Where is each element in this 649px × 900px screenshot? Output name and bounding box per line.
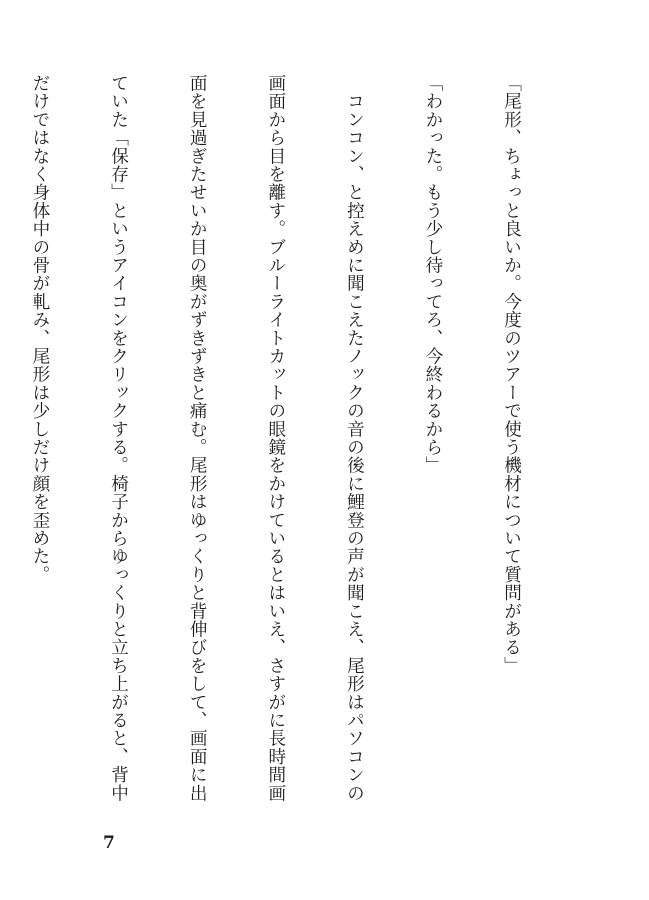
- text-line: 「尾形、ちょっと良いか。今度のツアーで使う機材について質問がある」: [501, 74, 522, 675]
- text-line: だけではなく身体中の骨が軋み、尾形は少しだけ顔を歪めた。: [29, 74, 50, 584]
- text-line: 「わかった。もう少し待ってろ、今終わるから」: [422, 74, 443, 475]
- text-line: 面を見過ぎたせいか目の奥がずきずきと痛む。尾形はゆっくりと背伸びをして、画面に出: [187, 74, 208, 802]
- text-line: ていた「保存」というアイコンをクリックする。椅子からゆっくりと立ち上がると、背中: [108, 74, 129, 802]
- vertical-text-body: [0, 74, 577, 816]
- text-line: コンコン、と控えめに聞こえたノックの音の後に鯉登の声が聞こえ、尾形はパソコンの: [344, 74, 365, 802]
- page-number: 7: [103, 833, 115, 853]
- text-line: 画面から目を離す。ブルーライトカットの眼鏡をかけているとはいえ、さすがに長時間画: [265, 74, 286, 802]
